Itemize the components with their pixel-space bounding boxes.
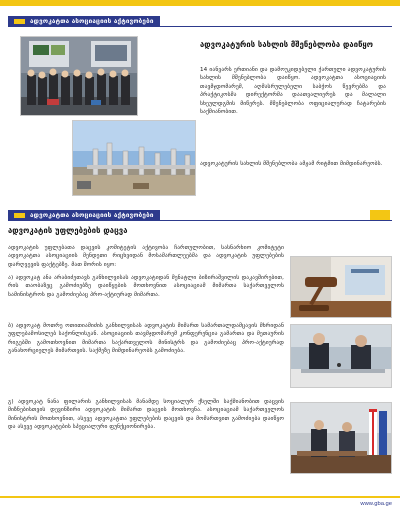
section-header-label: ადვოკატთა ასოციაციის აქტივობები bbox=[8, 16, 160, 27]
article-item-a: ა) ადვოკატ ანა არაბიძეთავს განხილვისას ადვოკატიდან მენატლი ბიზირაშვილის დაკავშირებით, რის თაობაზეც გამოძიებზე დაიწყების მოთხოვნით ასოციაციამ მიმართა საქართველოს სამინისტროს და გამოძიებაც პრო-აქტიურად მიმართა. bbox=[8, 275, 284, 298]
top-accent-bar bbox=[0, 0, 400, 6]
article-title-construction: ადვოკატურის სახლის მშენებლობა დაიწყო bbox=[200, 40, 374, 49]
gavel-photo bbox=[290, 256, 392, 318]
section-header-activities-2 bbox=[8, 210, 392, 222]
yellow-accent-block bbox=[370, 210, 390, 220]
article-title-lawyer-rights: ადვოკატის უფლებების დაცვა bbox=[8, 226, 128, 235]
article-paragraph-construction-2: ადვოკატურის სახლის მშენებლობა ამჟამ რიტმით მიმდინარეობს. bbox=[200, 161, 383, 167]
press-conference-photo bbox=[290, 324, 392, 388]
section-header-label: ადვოკატთა ასოციაციის აქტივობები bbox=[8, 210, 160, 221]
article-item-b: ბ) ადვოკატ მოთრე ოთითიამიძის განხილვისას ადვოკატის მიმართ სამართალდამცავის მხრიდან უფლებამოსილებ საქონლისგან. ასოციაციის თავმჯდომარემ კონფერენცია გამართა და მეთაურის რიგებში გამოთხოვნით მიმართა საქართველოს მინისტრს და გამოძიებაც პრო-აქტიურად განახორციელეს მიმართვის. საქმეზე მიმდინარეობს გამოძიება. bbox=[8, 323, 284, 355]
meeting-flags-photo bbox=[290, 402, 392, 474]
group-photo bbox=[20, 36, 138, 116]
footer-accent-line bbox=[0, 496, 400, 498]
footer-url-link[interactable]: www.gba.ge bbox=[360, 501, 392, 507]
article-item-c: გ) ადვოკატ ნანა ფილარის განხილვისას მანამდე სოციალურ ქსელში საქმიანობით დაცვის მიზნებისთვის დევინზირი ადვოკატის მიმართ დაცვის მოთხოვნა. ასოციაციამ საქართველოს მინისტრის მოთხოვნით, ასევე ადვოკატთა უფლებების დაცვის და მომართვით გამოძიება დაიწყო და ასევე ადვოკატების სპეციალური ფუნქციონირება. bbox=[8, 399, 284, 431]
article-intro-lawyer-rights: ადვოკატის უფლებათა დაცვის კომიტეტის აქტივობა ჩართულობით, სასნარხიო კომიტეტი ადვოკატთა ასოციაციის მენდეთი რიცხვიდან მოსამართლეებმა და ადვოკატის უფლებების დარღვევის ფაქტებზე. მათ შორის იყო: bbox=[8, 245, 284, 268]
article-paragraph-construction: 14 იანვარს ერთიანი და დამოუკიდებელი ქართული ადვოკატურის სახლის მშენებლობა დაიწყო. ადვოკატთა ასოციაციის თავმჯდომარემ, აღმასრულებელი საბჭოს წევრებმა და პრაქტიკოსმა დირექტორმა დაათვალიერეს და მალალი სხეულდგმის მიწერეს. მშენებლობა ოფიციალურად ჩატარების საქმიანობით. bbox=[200, 67, 386, 116]
section-header-activities bbox=[8, 16, 392, 28]
construction-photo bbox=[72, 120, 196, 196]
